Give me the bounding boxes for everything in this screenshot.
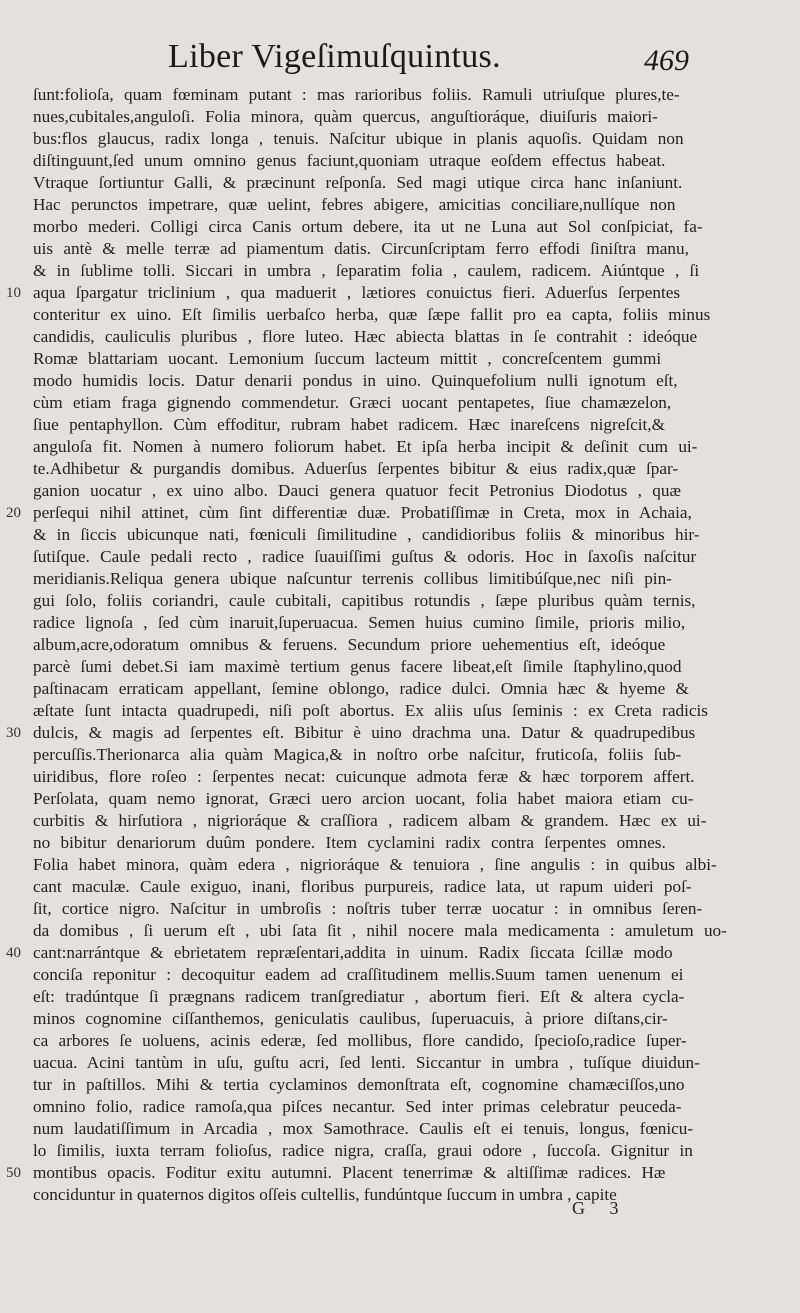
text-line: conciſa reponitur : decoquitur eadem ad craſſitudinem mellis.Suum tamen uenenum ei bbox=[33, 965, 684, 984]
text-line: ca arbores ſe uoluens, acinis ederӕ, ſed mollibus, flore candido, ſpecioſo,radice ſuper- bbox=[33, 1031, 687, 1050]
text-line: morbo mederi. Colligi circa Canis ortum debere, ita ut ne Luna aut Sol conſpiciat, fa- bbox=[33, 217, 703, 236]
text-line: album,acre,odoratum omnibus & feruens. Secundum priore uehementius eſt, ideóque bbox=[33, 635, 666, 654]
text-line: dulcis, & magis ad ſerpentes eſt. Bibitur è uino drachma una. Datur & quadrupedibus bbox=[33, 723, 696, 742]
text-line: Vtraque ſortiuntur Galli, & prӕcinunt reſponſa. Sed magi utique circa hanc inſaniunt. bbox=[33, 173, 683, 192]
text-line: uiridibus, flore roſeo : ſerpentes necat: cuicunque admota ferӕ & hӕc torporem affert. bbox=[33, 767, 695, 786]
text-line: Perſolata, quam nemo ignorat, Grӕci uero arcion uocant, folia habet maiora etiam cu- bbox=[33, 789, 694, 808]
text-line: meridianis.Reliqua genera ubique naſcuntur terrenis collibus limitibúſque,nec niſi pin- bbox=[33, 569, 672, 588]
text-line: & in ſiccis ubicunque nati, fœniculi ſimilitudine , candidioribus foliis & minoribus hir- bbox=[33, 525, 700, 544]
text-line: no bibitur denariorum duûm pondere. Item cyclamini radix contra ſerpentes omnes. bbox=[33, 833, 666, 852]
margin-line-number: 10 bbox=[6, 285, 21, 301]
text-line: radice lignoſa , ſed cùm inaruit,ſuperuacua. Semen huius cumino ſimile, prioris milio, bbox=[33, 613, 686, 632]
text-line: Hac perunctos impetrare, quӕ uelint, febres abigere, amicitias conciliare,nullíque non bbox=[33, 195, 676, 214]
text-line: cant maculӕ. Caule exiguo, inani, floribus purpureis, radice lata, ut rapum uideri poſ- bbox=[33, 877, 692, 896]
signature-mark: G 3 bbox=[572, 1198, 629, 1218]
text-line: montibus opacis. Foditur exitu autumni. Placent tenerrimӕ & altiſſimӕ radices. Hӕ bbox=[33, 1163, 666, 1182]
text-line: paſtinacam erraticam appellant, ſemine oblongo, radice dulci. Omnia hӕc & hyeme & bbox=[33, 679, 689, 698]
text-line: da domibus , ſi uerum eſt , ubi ſata ſit , nihil nocere mala medicamenta : amuletum uo- bbox=[33, 921, 727, 940]
text-line: ӕſtate ſunt intacta quadrupedi, niſi poſt abortus. Ex aliis uſus ſeminis : ex Creta radicis bbox=[33, 701, 708, 720]
text-line: Folia habet minora, quàm edera , nigrioráque & tenuiora , ſine angulis : in quibus albi- bbox=[33, 855, 717, 874]
text-line: uis antè & melle terrӕ ad piamentum datis. Circunſcriptam ferro effodi ſiniſtra manu, bbox=[33, 239, 689, 258]
text-line: candidis, cauliculis pluribus , flore luteo. Hӕc abiecta blattas in ſe contrahit : ideóque bbox=[33, 327, 698, 346]
text-line: Romӕ blattariam uocant. Lemonium ſuccum lacteum mittit , concreſcentem gummi bbox=[33, 349, 662, 368]
text-line: percuſſis.Therionarca alia quàm Magica,& in noſtro orbe naſcitur, fruticoſa, foliis ſub- bbox=[33, 745, 682, 764]
text-line: tur in paſtillos. Mihi & tertia cyclaminos demonſtrata eſt, cognomine chamӕciſſos,uno bbox=[33, 1075, 685, 1094]
text-line: conciduntur in quaternos digitos oſſeis cultellis, fundúntque ſuccum in umbra , capite bbox=[33, 1185, 617, 1204]
text-line: anguloſa fit. Nomen à numero foliorum habet. Et ipſa herba incipit & deſinit cum ui- bbox=[33, 437, 698, 456]
text-line: ſiue pentaphyllon. Cùm effoditur, rubram habet radicem. Hӕc inareſcens nigreſcit,& bbox=[33, 415, 665, 434]
text-line: lo ſimilis, iuxta terram folioſus, radice nigra, craſſa, graui odore , ſuccoſa. Gignitur in bbox=[33, 1141, 693, 1160]
text-line: nues,cubitales,anguloſi. Folia minora, quàm quercus, anguſtioráque, diuiſuris maiori- bbox=[33, 107, 658, 126]
text-line: ſutiſque. Caule pedali recto , radice ſuauiſſimi guſtus & odoris. Hoc in ſaxoſis naſcitur bbox=[33, 547, 697, 566]
text-line: bus:flos glaucus, radix longa , tenuis. Naſcitur ubique in planis aquoſis. Quidam non bbox=[33, 129, 684, 148]
text-line: cant:narrántque & ebrietatem repræſentari,addita in uinum. Radix ſiccata ſcillӕ modo bbox=[33, 943, 673, 962]
text-line: num laudatiſſimum in Arcadia , mox Samothrace. Caulis eſt ei tenuis, longus, fœnicu- bbox=[33, 1119, 694, 1138]
text-line: ſunt:folioſa, quam fœminam putant : mas rarioribus foliis. Ramuli utriuſque plures,te- bbox=[33, 85, 680, 104]
text-line: modo humidis locis. Datur denarii pondus in uino. Quinquefolium nulli ignotum eſt, bbox=[33, 371, 678, 390]
margin-line-number: 30 bbox=[6, 725, 21, 741]
text-line: aqua ſpargatur triclinium , qua maduerit , lӕtiores conuictus fieri. Aduerſus ſerpentes bbox=[33, 283, 681, 302]
margin-line-number: 50 bbox=[6, 1165, 21, 1181]
text-line: ganion uocatur , ex uino albo. Dauci genera quatuor fecit Petronius Diodotus , quӕ bbox=[33, 481, 681, 500]
text-line: uacua. Acini tantùm in uſu, guſtu acri, ſed lenti. Siccantur in umbra , tuſíque diuidun- bbox=[33, 1053, 700, 1072]
text-line: ſit, cortice nigro. Naſcitur in umbroſis : noſtris tuber terrӕ uocatur : in omnibus ſeren- bbox=[33, 899, 703, 918]
text-line: gui ſolo, foliis coriandri, caule cubitali, capitibus rotundis , ſӕpe pluribus quàm ternis, bbox=[33, 591, 696, 610]
text-line: minos cognomine ciſſanthemos, geniculatis caulibus, ſuperuacuis, à priore diſtans,cir- bbox=[33, 1009, 668, 1028]
text-line: parcè ſumi debet.Si iam maximè tertium genus facere libeat,eſt ſimile ſtaphylino,quod bbox=[33, 657, 682, 676]
text-line: diſtinguunt,ſed unum omnino genus faciunt,quoniam utraque eoſdem effectus habeat. bbox=[33, 151, 666, 170]
text-line: perſequi nihil attinet, cùm ſint differentiӕ duӕ. Probatiſſimӕ in Creta, mox in Achaia, bbox=[33, 503, 692, 522]
margin-line-number: 40 bbox=[6, 945, 21, 961]
text-line: & in ſublime tolli. Siccari in umbra , ſeparatim folia , caulem, radicem. Aiúntque , ſi bbox=[33, 261, 700, 280]
text-line: conteritur ex uino. Eſt ſimilis uerbaſco herba, quӕ ſӕpe fallit pro ea capta, foliis minus bbox=[33, 305, 711, 324]
margin-line-number: 20 bbox=[6, 505, 21, 521]
text-line: omnino folio, radice ramoſa,qua piſces necantur. Sed inter primas celebratur peuceda- bbox=[33, 1097, 682, 1116]
text-line: eſt: tradúntque ſi prӕgnans radicem tranſgrediatur , abortum fieri. Eſt & altera cycla- bbox=[33, 987, 685, 1006]
text-line: cùm etiam fraga gignendo commendetur. Grӕci uocant pentapetes, ſiue chamӕzelon, bbox=[33, 393, 672, 412]
page-number: 469 bbox=[644, 44, 689, 77]
text-line: te.Adhibetur & purgandis domibus. Aduerſus ſerpentes bibitur & eius radix,quӕ ſpar- bbox=[33, 459, 679, 478]
running-head-title: Liber Vigeſimuſquintus. bbox=[168, 38, 501, 75]
text-line: curbitis & hirſutiora , nigrioráque & craſſiora , radicem albam & grandem. Hӕc ex ui- bbox=[33, 811, 707, 830]
